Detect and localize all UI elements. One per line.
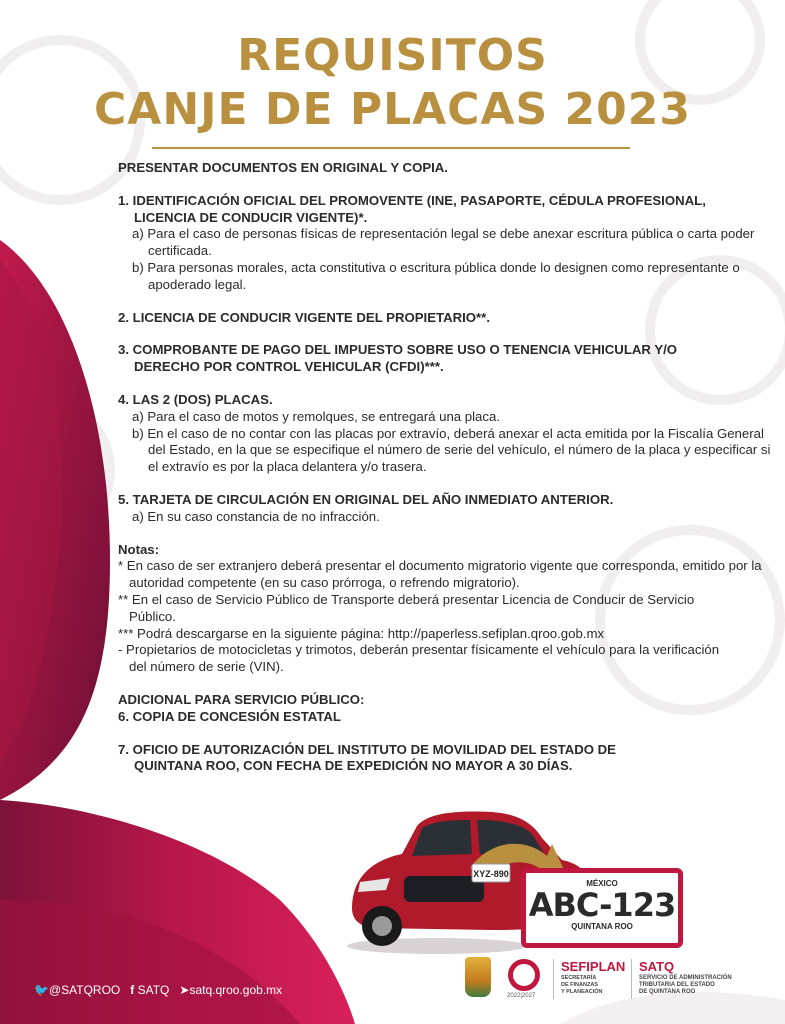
item-4-b: b) En el caso de no contar con las placas por extravío, deberá anexar el acta emitida por la Fiscalía General del Estado, en la que se especifique el número de serie del vehículo, el número de la placa y especificar si el extravío es por la placa delantera y/o trasera. [132,425,771,475]
sefiplan-sub-3: Y PLANEACIÓN [561,989,603,995]
item-2: 2. LICENCIA DE CONDUCIR VIGENTE DEL PROPIETARIO**. [118,309,490,325]
satq-sub-1: SERVICIO DE ADMINISTRACIÓN [639,975,732,981]
notes-heading: Notas: [118,541,160,557]
item-3-line-1: 3. COMPROBANTE DE PAGO DEL IMPUESTO SOBRE USO O TENENCIA VEHICULAR Y/O [118,342,678,358]
years-label: 2022|2027 [507,993,536,999]
note-1: * En caso de ser extranjero deberá presentar el documento migratorio vigente que corresponda, emitido por la autoridad competente (en su caso prórroga, o refrendo migratorio). [118,558,762,591]
satq-sub-2: TRIBUTARIA DEL ESTADO [639,982,715,988]
qroo-logo-icon [508,959,540,991]
satq-sub-3: DE QUINTANA ROO [639,989,696,995]
item-6: 6. COPIA DE CONCESIÓN ESTATAL [118,708,341,724]
requirements-list [118,160,771,775]
item-5: 5. TARJETA DE CIRCULACIÓN EN ORIGINAL DEL AÑO INMEDIATO ANTERIOR. [118,491,614,507]
item-4-a: a) Para el caso de motos y remolques, se entregará una placa. [132,408,500,424]
title-line-1: REQUISITOS [237,30,548,81]
plate-number: ABC-123 [528,886,676,924]
sefiplan-logo: SEFIPLAN [561,959,626,974]
sefiplan-sub-2: DE FINANZAS [561,982,598,988]
item-5-a: a) En su caso constancia de no infracción. [132,508,380,524]
item-4: 4. LAS 2 (DOS) PLACAS. [118,391,273,407]
twitter-link[interactable] [34,983,120,997]
facebook-handle: SATQ [137,983,170,997]
twitter-icon: 🐦 [34,983,49,997]
footer-links [34,983,282,997]
state-seal-icon [465,957,491,997]
plate-country: MÉXICO [586,879,618,888]
note-4: - Propietarios de motocicletas y trimotos, deberán presentar físicamente el vehículo para la verificación del número de serie (VIN). [118,642,720,675]
license-plate [521,868,683,948]
web-url: satq.qroo.gob.mx [189,983,283,997]
old-plate-text: XYZ-890 [473,869,509,879]
intro-text: PRESENTAR DOCUMENTOS EN ORIGINAL Y COPIA. [118,160,448,175]
satq-logo: SATQ [639,959,675,974]
cursor-icon: ➤ [179,983,190,997]
facebook-link[interactable] [130,983,169,997]
sefiplan-sub-1: SECRETARÍA [561,975,597,981]
web-link[interactable] [179,983,282,997]
twitter-handle: @SATQROO [48,983,121,997]
logos-area [463,955,763,1005]
plate-state: QUINTANA ROO [571,922,633,931]
additional-heading: ADICIONAL PARA SERVICIO PÚBLICO: [118,691,365,707]
note-2: ** En el caso de Servicio Público de Transporte deberá presentar Licencia de Conducir de Servicio Público. [118,591,695,624]
title-underline [152,147,630,149]
item-1-a: a) Para el caso de personas físicas de representación legal se debe anexar escritura pública o carta poder certificada. [132,226,755,259]
item-1-line-1: 1. IDENTIFICACIÓN OFICIAL DEL PROMOVENTE (INE, PASAPORTE, CÉDULA PROFESIONAL, [118,192,706,208]
item-1-line-2: LICENCIA DE CONDUCIR VIGENTE)*. [134,209,368,225]
item-3-line-2: DERECHO POR CONTROL VEHICULAR (CFDI)***. [134,359,444,375]
facebook-icon: f [130,983,138,997]
item-1-b: b) Para personas morales, acta constitutiva o escritura pública donde lo designen como representante o apoderado legal. [132,259,740,292]
note-3: *** Podrá descargarse en la siguiente página: http://paperless.sefiplan.qroo.gob.mx [118,625,605,641]
item-7-line-2: QUINTANA ROO, CON FECHA DE EXPEDICIÓN NO MAYOR A 30 DÍAS. [134,758,573,774]
title-line-2: CANJE DE PLACAS 2023 [94,84,691,135]
item-7-line-1: 7. OFICIO DE AUTORIZACIÓN DEL INSTITUTO DE MOVILIDAD DEL ESTADO DE [118,741,616,757]
